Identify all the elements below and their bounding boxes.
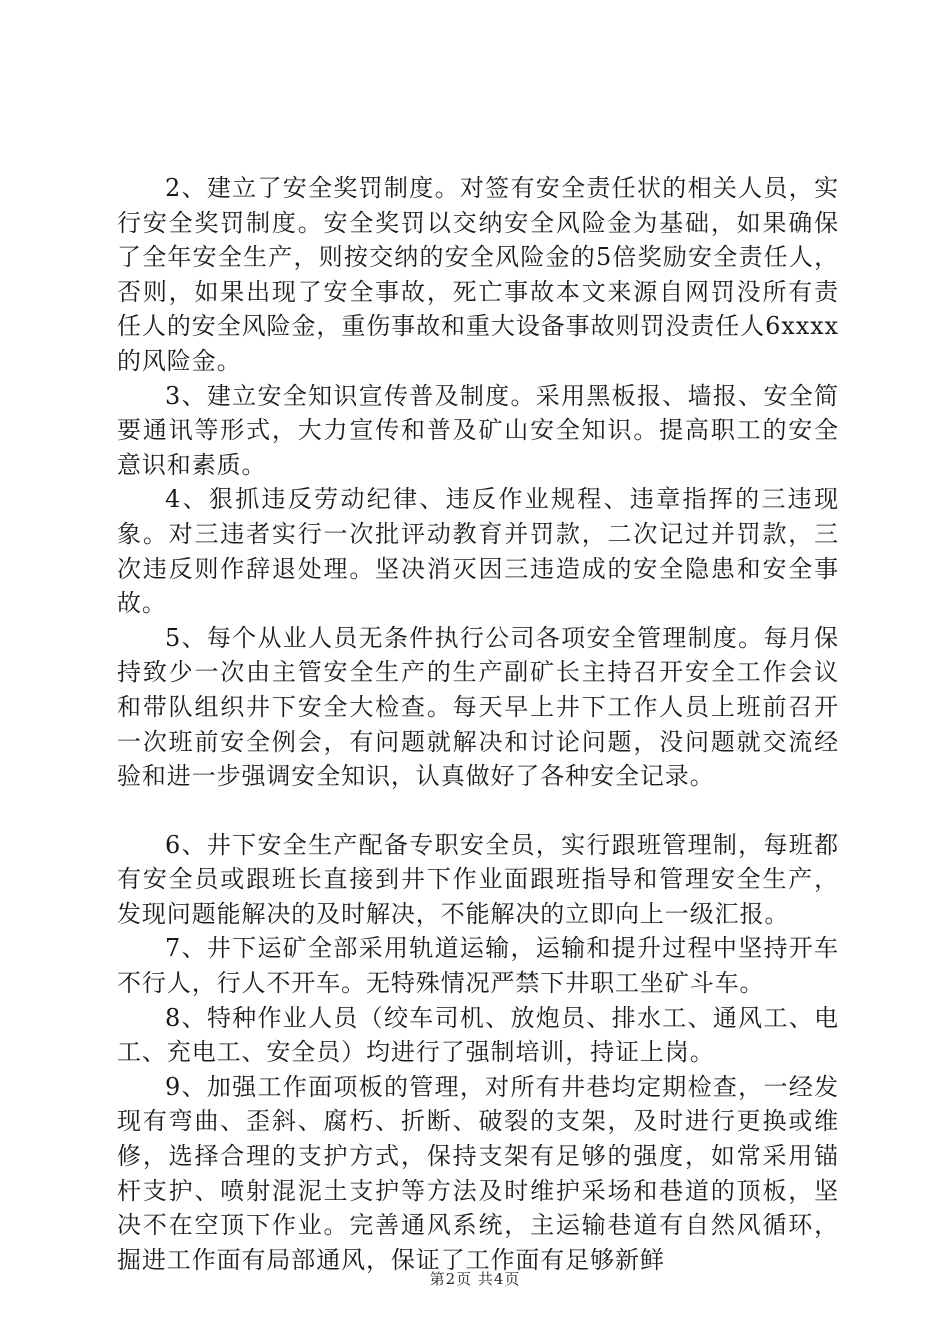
paragraph-item-6: 6、井下安全生产配备专职安全员，实行跟班管理制，每班都有安全员或跟班长直接到井下作业面跟班指导和管理安全生产，发现问题能解决的及时解决，不能解决的立即向上一级汇报。 [117, 830, 839, 928]
page-number-footer: 第2页 共4页 [429, 1270, 521, 1288]
paragraph-item-4: 4、狠抓违反劳动纪律、违反作业规程、违章指挥的三违现象。对三违者实行一次批评动教育并罚款，二次记过并罚款，三次违反则作辞退处理。坚决消灭因三违造成的安全隐患和安全事故。 [117, 485, 839, 618]
paragraph-item-7: 7、井下运矿全部采用轨道运输，运输和提升过程中坚持开车不行人，行人不开车。无特殊情况严禁下井职工坐矿斗车。 [117, 934, 839, 998]
paragraph-item-2: 2、建立了安全奖罚制度。对签有安全责任状的相关人员，实行安全奖罚制度。安全奖罚以交纳安全风险金为基础，如果确保了全年安全生产，则按交纳的安全风险金的5倍奖励安全责任人，否则，如果出现了安全事故，死亡事故本文来源自网罚没所有责任人的安全风险金，重伤事故和重大设备事故则罚没责任人6xxxx的风险金。 [117, 174, 839, 375]
paragraph-item-8: 8、特种作业人员（绞车司机、放炮员、排水工、通风工、电工、充电工、安全员）均进行了强制培训，持证上岗。 [117, 1003, 839, 1067]
document-body [117, 171, 839, 1277]
paragraph-item-9: 9、加强工作面项板的管理，对所有井巷均定期检查，一经发现有弯曲、歪斜、腐朽、折断、破裂的支架，及时进行更换或维修，选择合理的支护方式，保持支架有足够的强度，如常采用锚杆支护、喷射混泥土支护等方法及时维护采场和巷道的顶板，坚决不在空顶下作业。完善通风系统，主运输巷道有自然风循环，掘进工作面有局部通风，保证了工作面有足够新鲜 [117, 1072, 839, 1274]
paragraph-item-3: 3、建立安全知识宣传普及制度。采用黑板报、墙报、安全简要通讯等形式，大力宣传和普及矿山安全知识。提高职工的安全意识和素质。 [117, 381, 839, 479]
paragraph-item-5: 5、每个从业人员无条件执行公司各项安全管理制度。每月保持致少一次由主管安全生产的生产副矿长主持召开安全工作会议和带队组织井下安全大检查。每天早上井下工作人员上班前召开一次班前安全例会，有问题就解决和讨论问题，没问题就交流经验和进一步强调安全知识，认真做好了各种安全记录。 [117, 623, 839, 791]
